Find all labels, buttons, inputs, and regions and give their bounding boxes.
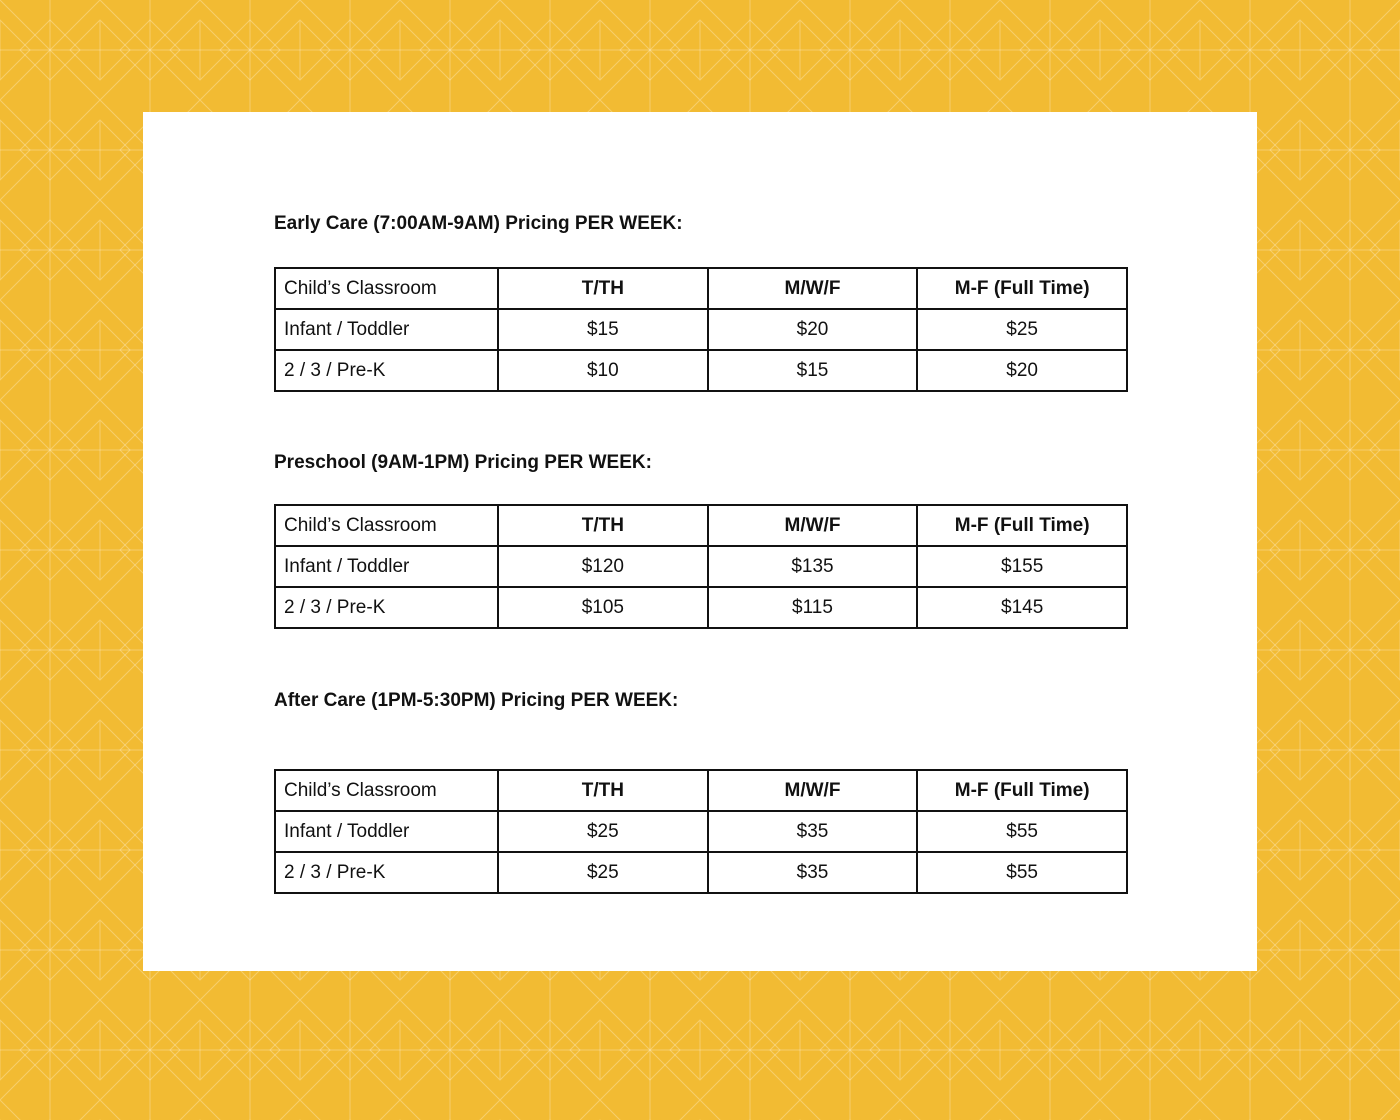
price-cell: $55	[917, 852, 1127, 893]
row-label: 2 / 3 / Pre-K	[275, 852, 498, 893]
price-cell: $10	[498, 350, 708, 391]
price-cell: $35	[708, 811, 918, 852]
column-header-tth: T/TH	[498, 268, 708, 309]
column-header-full-time: M-F (Full Time)	[917, 505, 1127, 546]
column-header-classroom: Child’s Classroom	[275, 505, 498, 546]
price-cell: $135	[708, 546, 918, 587]
column-header-full-time: M-F (Full Time)	[917, 770, 1127, 811]
row-label: 2 / 3 / Pre-K	[275, 350, 498, 391]
pricing-card	[143, 112, 1257, 971]
price-cell: $55	[917, 811, 1127, 852]
price-cell: $25	[498, 852, 708, 893]
column-header-classroom: Child’s Classroom	[275, 268, 498, 309]
price-cell: $20	[708, 309, 918, 350]
row-label: Infant / Toddler	[275, 309, 498, 350]
table-header-row	[275, 268, 1127, 309]
table-row	[275, 309, 1127, 350]
section-title-after-care: After Care (1PM-5:30PM) Pricing PER WEEK:	[274, 690, 679, 711]
row-label: 2 / 3 / Pre-K	[275, 587, 498, 628]
price-cell: $105	[498, 587, 708, 628]
section-title-early-care: Early Care (7:00AM-9AM) Pricing PER WEEK:	[274, 213, 683, 234]
row-label: Infant / Toddler	[275, 811, 498, 852]
column-header-full-time: M-F (Full Time)	[917, 268, 1127, 309]
price-cell: $120	[498, 546, 708, 587]
price-cell: $35	[708, 852, 918, 893]
price-cell: $25	[917, 309, 1127, 350]
pricing-table-preschool	[274, 504, 1128, 629]
table-row	[275, 587, 1127, 628]
price-cell: $20	[917, 350, 1127, 391]
price-cell: $15	[708, 350, 918, 391]
table-header-row	[275, 505, 1127, 546]
price-cell: $145	[917, 587, 1127, 628]
pricing-table-after-care	[274, 769, 1128, 894]
column-header-mwf: M/W/F	[708, 268, 918, 309]
row-label: Infant / Toddler	[275, 546, 498, 587]
column-header-classroom: Child’s Classroom	[275, 770, 498, 811]
price-cell: $155	[917, 546, 1127, 587]
price-cell: $115	[708, 587, 918, 628]
table-row	[275, 546, 1127, 587]
pricing-table-early-care	[274, 267, 1128, 392]
column-header-tth: T/TH	[498, 505, 708, 546]
table-row	[275, 852, 1127, 893]
price-cell: $15	[498, 309, 708, 350]
section-title-preschool: Preschool (9AM-1PM) Pricing PER WEEK:	[274, 452, 652, 473]
table-header-row	[275, 770, 1127, 811]
column-header-mwf: M/W/F	[708, 505, 918, 546]
table-row	[275, 350, 1127, 391]
column-header-tth: T/TH	[498, 770, 708, 811]
column-header-mwf: M/W/F	[708, 770, 918, 811]
table-row	[275, 811, 1127, 852]
price-cell: $25	[498, 811, 708, 852]
